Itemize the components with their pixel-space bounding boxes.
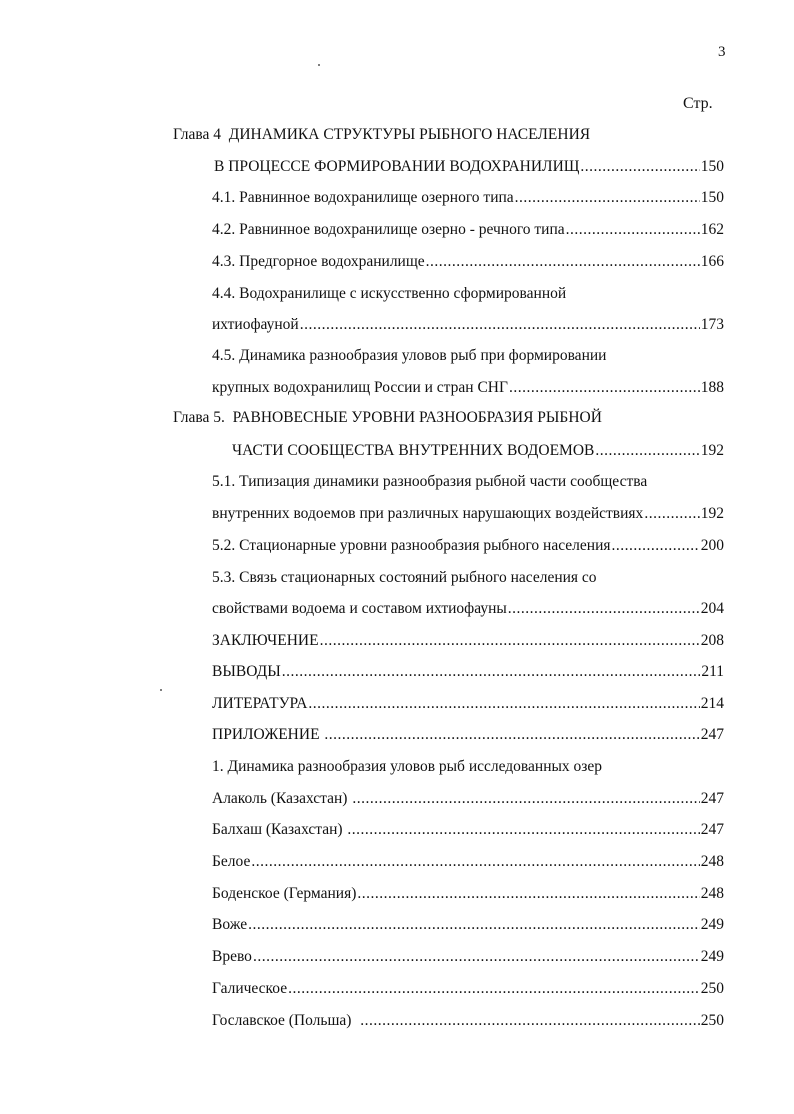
toc-page-number: 208 xyxy=(700,632,724,649)
dot-leader xyxy=(352,788,699,810)
toc-entry xyxy=(212,345,606,367)
toc-entry xyxy=(212,978,724,1000)
dot-leader xyxy=(320,630,700,652)
toc-entry xyxy=(212,914,724,936)
toc-page-number: 247 xyxy=(700,821,724,838)
dot-leader xyxy=(253,946,700,968)
toc-page-number: 247 xyxy=(700,790,724,807)
dot-leader xyxy=(580,156,699,178)
toc-entry xyxy=(212,756,602,778)
toc-entry-text: Гославское (Польша) xyxy=(212,1012,360,1029)
dot-leader xyxy=(357,883,699,905)
toc-entry-text: Глава 5. РАВНОВЕСНЫЕ УРОВНИ РАЗНООБРАЗИЯ РЫБНОЙ xyxy=(173,409,602,426)
dot-leader xyxy=(347,819,699,841)
toc-entry-text: Алаколь (Казахстан) xyxy=(212,790,352,807)
toc-entry-text: крупных водохранилищ России и стран СНГ xyxy=(212,379,508,396)
toc-entry xyxy=(212,219,724,241)
toc-entry xyxy=(212,535,724,557)
dot-leader xyxy=(282,661,701,683)
toc-entry-text: внутренних водоемов при различных нарушающих воздействиях xyxy=(212,505,644,522)
toc-entry-text: ЗАКЛЮЧЕНИЕ xyxy=(212,632,319,649)
toc-page-number: 250 xyxy=(700,980,724,997)
page-number: 3 xyxy=(718,44,726,60)
toc-entry-text: ПРИЛОЖЕНИЕ xyxy=(212,726,324,743)
toc-entry-text: 4.5. Динамика разнообразия уловов рыб при формировании xyxy=(212,347,607,364)
page-column-header: Стр. xyxy=(683,95,713,112)
toc-entry-text: 5.2. Стационарные уровни разнообразия рыбного населения xyxy=(212,537,611,554)
toc-chapter-heading xyxy=(173,407,602,429)
toc-entry xyxy=(212,819,724,841)
toc-entry xyxy=(212,598,724,620)
toc-page-number: 173 xyxy=(700,316,724,333)
dot-leader xyxy=(324,724,699,746)
toc-entry xyxy=(214,156,724,178)
toc-entry-text: Глава 4 ДИНАМИКА СТРУКТУРЫ РЫБНОГО НАСЕЛЕНИЯ xyxy=(173,126,591,143)
toc-entry xyxy=(212,567,597,589)
toc-page-number: 200 xyxy=(700,537,724,554)
toc-entry xyxy=(232,440,724,462)
dot-leader xyxy=(595,440,699,462)
toc-page-number: 247 xyxy=(700,726,724,743)
toc-chapter-heading xyxy=(173,124,590,146)
toc-entry-text: ихтиофауной xyxy=(212,316,299,333)
toc-entry-text: Белое xyxy=(212,853,251,870)
toc-page-number: 192 xyxy=(700,505,724,522)
toc-entry xyxy=(212,851,724,873)
dot-leader xyxy=(566,219,700,241)
toc-entry xyxy=(212,1010,724,1032)
toc-page-number: 188 xyxy=(700,379,724,396)
toc-entry xyxy=(212,503,724,525)
scan-speck xyxy=(160,689,162,691)
toc-entry xyxy=(212,283,566,305)
dot-leader xyxy=(426,251,700,273)
toc-entry xyxy=(212,693,724,715)
toc-entry-text: Галическое xyxy=(212,980,288,997)
scan-speck xyxy=(318,64,320,66)
dot-leader xyxy=(509,377,700,399)
toc-page-number: 192 xyxy=(700,442,724,459)
dot-leader xyxy=(508,598,700,620)
toc-entry xyxy=(212,883,724,905)
toc-entry xyxy=(212,630,724,652)
toc-entry xyxy=(212,187,724,209)
toc-entry-text: ЧАСТИ СООБЩЕСТВА ВНУТРЕННИХ ВОДОЕМОВ xyxy=(232,442,595,459)
dot-leader xyxy=(251,851,699,873)
toc-page-number: 249 xyxy=(700,948,724,965)
toc-page-number: 250 xyxy=(700,1012,724,1029)
toc-page-number: 150 xyxy=(700,189,724,206)
dot-leader xyxy=(515,187,700,209)
toc-entry-text: ВЫВОДЫ xyxy=(212,663,281,680)
toc-entry-text: 4.3. Предгорное водохранилище xyxy=(212,253,425,270)
toc-entry xyxy=(212,471,647,493)
dot-leader xyxy=(644,503,699,525)
toc-entry-text: 4.4. Водохранилище с искусственно сформированной xyxy=(212,285,567,302)
toc-entry-text: 1. Динамика разнообразия уловов рыб исследованных озер xyxy=(212,758,603,775)
toc-page-number: 166 xyxy=(700,253,724,270)
toc-entry xyxy=(212,724,724,746)
toc-page-number: 248 xyxy=(700,885,724,902)
dot-leader xyxy=(248,914,700,936)
toc-entry xyxy=(212,946,724,968)
toc-page-number: 150 xyxy=(700,158,724,175)
toc-page-number: 211 xyxy=(701,663,724,680)
toc-entry xyxy=(212,314,724,336)
toc-entry-text: свойствами водоема и составом ихтиофауны xyxy=(212,600,507,617)
toc-entry-text: Балхаш (Казахстан) xyxy=(212,821,347,838)
dot-leader xyxy=(308,693,699,715)
toc-entry-text: В ПРОЦЕССЕ ФОРМИРОВАНИИ ВОДОХРАНИЛИЩ xyxy=(214,158,580,175)
toc-entry-text: Воже xyxy=(212,916,248,933)
toc-entry-text: Боденское (Германия) xyxy=(212,885,357,902)
dot-leader xyxy=(612,535,700,557)
toc-page-number: 214 xyxy=(700,695,724,712)
dot-leader xyxy=(360,1010,700,1032)
dot-leader xyxy=(288,978,700,1000)
toc-page-number: 248 xyxy=(700,853,724,870)
toc-entry-text: 5.3. Связь стационарных состояний рыбного населения со xyxy=(212,569,597,586)
toc-page-number: 204 xyxy=(700,600,724,617)
toc-entry-text: ЛИТЕРАТУРА xyxy=(212,695,308,712)
toc-entry-text: Врево xyxy=(212,948,252,965)
toc-entry xyxy=(212,661,724,683)
toc-entry xyxy=(212,377,724,399)
toc-entry xyxy=(212,251,724,273)
toc-entry-text: 5.1. Типизация динамики разнообразия рыбной части сообщества xyxy=(212,473,648,490)
toc-entry-text: 4.1. Равнинное водохранилище озерного типа xyxy=(212,189,514,206)
toc-entry-text: 4.2. Равнинное водохранилище озерно - речного типа xyxy=(212,221,565,238)
toc-page-number: 162 xyxy=(700,221,724,238)
dot-leader xyxy=(300,314,700,336)
toc-entry xyxy=(212,788,724,810)
toc-page-number: 249 xyxy=(700,916,724,933)
